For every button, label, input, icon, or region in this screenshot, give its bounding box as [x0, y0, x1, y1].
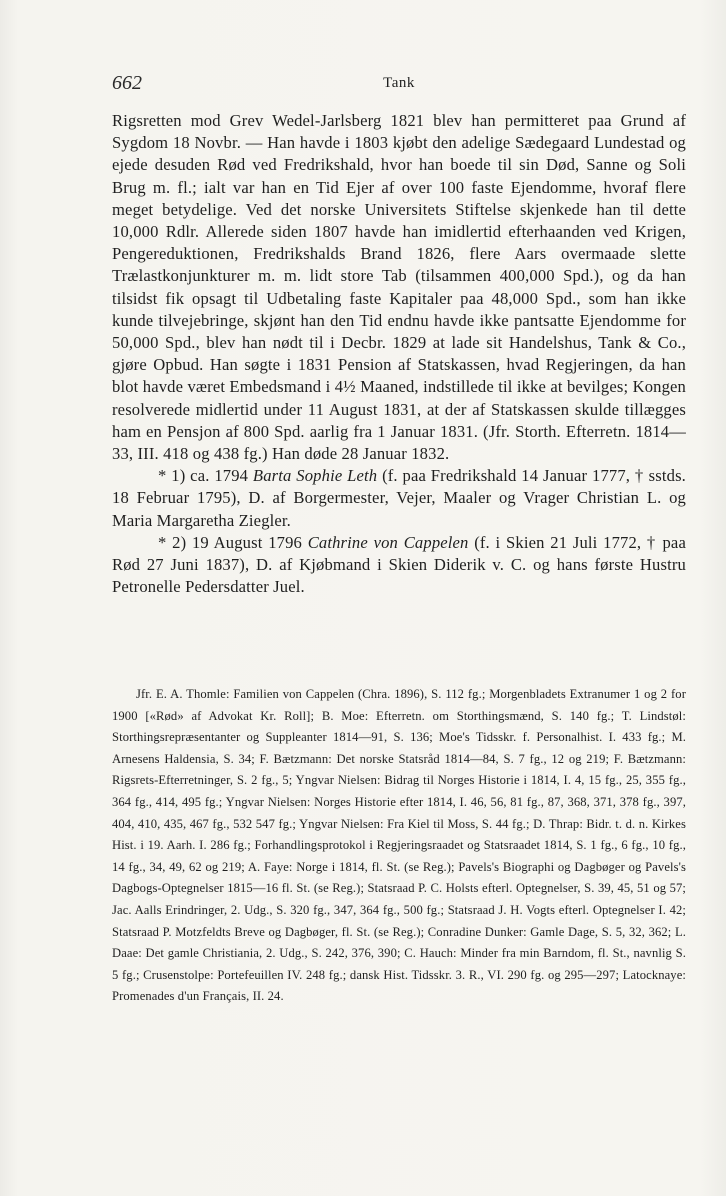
marriage-1-details: (f. paa Fredrikshald 14 Januar 1777, † sstds. 18 Februar 1795), D. af Borgermester, Vejer, Maaler og Vrager Christian L. og Maria Margaretha Ziegler. — [112, 466, 686, 530]
spouse-2-name: Cathrine von Cappelen — [307, 532, 469, 552]
page-header — [112, 72, 686, 96]
running-title: Tank — [383, 75, 415, 91]
marriage-1-prefix: * 1) ca. 1794 — [158, 466, 249, 486]
spouse-1-name: Barta Sophie Leth — [252, 466, 378, 486]
references-section — [112, 684, 686, 1008]
marriage-2-prefix: * 2) 19 August 1796 — [158, 532, 302, 552]
biography-paragraph: Rigsretten mod Grev Wedel-Jarlsberg 1821 blev han permitteret paa Grund af Sygdom 18 Novbr. — Han havde i 1803 kjøbt den adelige Sædegaard Lundestad og ejede desuden Rød ved Fredrikshald, hvor han boede til sin Død, Sanne og Soli Brug m. fl.; ialt var han en Tid Ejer af over 100 faste Ejendomme, hvoraf flere meget betydelige. Ved det norske Universitets Stiftelse skjenkede han til dette 10,000 Rdlr. Allerede siden 1807 havde han imidlertid efterhaanden ved Krigen, Pengereduktionen, Fredrikshalds Brand 1826, flere Aars overmaade slette Trælastkonjunkturer m. m. lidt store Tab (tilsammen 400,000 Spd.), og da han tilsidst fik opsagt til Udbetaling faste Kapitaler paa 48,000 Spd., som han ikke kunde tilvejebringe, skjønt han den Tid endnu havde ikke pantsatte Ejendomme for 50,000 Spd., blev han nødt til i Decbr. 1829 at lade sit Handelshus, Tank & Co., gjøre Opbud. Han søgte i 1831 Pension af Statskassen, hvad Regjeringen, da han blot havde været Embedsmand i 4½ Maaned, indstillede til ikke at bevilges; Kongen resolverede midlertid under 11 August 1831, at der af Statskassen skulde tillægges ham en Pensjon af 800 Spd. aarlig fra 1 Januar 1831. (Jfr. Storth. Efterretn. 1814—33, III. 418 og 438 fg.) Han døde 28 Januar 1832. — [112, 111, 686, 464]
main-text — [112, 110, 686, 598]
marriage-entry-1 — [112, 465, 686, 532]
references-text: Jfr. E. A. Thomle: Familien von Cappelen (Chra. 1896), S. 112 fg.; Morgenbladets Extranumer 1 og 2 for 1900 [«Rød» af Advokat Kr. Roll]; B. Moe: Efterretn. om Storthingsmænd, S. 140 fg.; T. Lindstøl: Storthingsrepræsentanter og Suppleanter 1814—91, S. 136; Moe's Tidsskr. f. Personalhist. I. 433 fg.; M. Arnesens Haldensia, S. 34; F. Bætzmann: Det norske Statsråd 1814—84, S. 7 fg., 12 og 219; F. Bætzmann: Rigsrets-Efterretninger, S. 2 fg., 5; Yngvar Nielsen: Bidrag til Norges Historie i 1814, I. 4, 15 fg., 25, 355 fg., 364 fg., 414, 495 fg.; Yngvar Nielsen: Norges Historie efter 1814, I. 46, 56, 81 fg., 87, 368, 371, 378 fg., 397, 404, 410, 435, 467 fg., 532 547 fg.; Yngvar Nielsen: Fra Kiel til Moss, S. 44 fg.; D. Thrap: Bidr. t. d. n. Kirkes Hist. i 19. Aarh. I. 286 fg.; Forhandlingsprotokol i Regjeringsraadet og Statsraadet 1814, S. 1 fg., 6 fg., 10 fg., 14 fg., 34, 49, 62 og 219; A. Faye: Norge i 1814, fl. St. (se Reg.); Pavels's Biographi og Dagbøger og Pavels's Dagbogs-Optegnelser 1815—16 fl. St. (se Reg.); Statsraad P. C. Holsts efterl. Optegnelser, S. 39, 45, 51 og 57; Jac. Aalls Erindringer, 2. Udg., S. 320 fg., 347, 364 fg., 500 fg.; Statsraad J. H. Vogts efterl. Optegnelser I. 42; Statsraad P. Motzfeldts Breve og Dagbøger, fl. St. (se Reg.); Conradine Dunker: Gamle Dage, S. 5, 32, 362; L. Daae: Det gamle Christiania, 2. Udg., S. 242, 376, 390; C. Hauch: Minder fra min Barndom, fl. St., navnlig S. 5 fg.; Crusenstolpe: Portefeuillen IV. 248 fg.; dansk Hist. Tidsskr. 3. R., VI. 290 fg. og 295—297; Latocknaye: Promenades d'un Français, II. 24. — [112, 687, 686, 1004]
page-number: 662 — [112, 72, 142, 94]
marriage-2-details: (f. i Skien 21 Juli 1772, † paa Rød 27 Juni 1837), D. af Kjøbmand i Skien Diderik v. C. og hans første Hustru Petronelle Pedersdatter Juel. — [112, 532, 686, 597]
marriage-entry-2 — [112, 532, 686, 599]
